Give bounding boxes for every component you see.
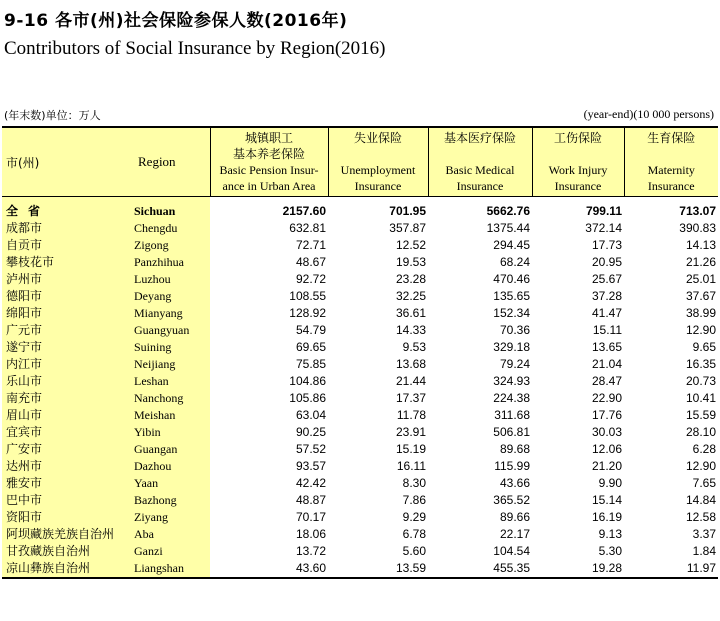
table-row — [2, 526, 718, 543]
cell-city-cn: 泸州市 — [2, 271, 134, 288]
cell-city-cn: 巴中市 — [2, 492, 134, 509]
cell-pension: 90.25 — [295, 425, 326, 439]
cell-region-en: Mianyang — [134, 305, 210, 322]
cell-city-cn: 德阳市 — [2, 288, 134, 305]
cell-region-en: Leshan — [134, 373, 210, 390]
cell-medical: 43.66 — [499, 476, 530, 490]
cell-region-en: Neijiang — [134, 356, 210, 373]
cell-maternity: 1.84 — [692, 544, 716, 558]
table-row — [2, 220, 718, 237]
table-row — [2, 424, 718, 441]
header-maternity — [624, 127, 718, 197]
cell-region-en: Yaan — [134, 475, 210, 492]
cell-maternity: 15.59 — [685, 408, 716, 422]
cell-region-en: Guangyuan — [134, 322, 210, 339]
cell-unemployment: 19.53 — [395, 255, 426, 269]
table-header-row — [2, 127, 718, 197]
table-row — [2, 254, 718, 271]
table-row — [2, 197, 718, 221]
cell-pension: 48.67 — [295, 255, 326, 269]
table-row — [2, 441, 718, 458]
cell-injury: 799.11 — [585, 204, 622, 218]
cell-injury: 17.73 — [591, 238, 622, 252]
cell-medical: 104.54 — [493, 544, 530, 558]
header-injury-en-1: Work Injury — [548, 163, 608, 177]
cell-region-en: Deyang — [134, 288, 210, 305]
header-region: Region — [134, 127, 210, 197]
cell-maternity: 12.58 — [685, 510, 716, 524]
table-row — [2, 305, 718, 322]
table-row — [2, 509, 718, 526]
cell-city-cn: 遂宁市 — [2, 339, 134, 356]
cell-injury: 372.14 — [585, 221, 622, 235]
header-pension — [210, 127, 328, 197]
cell-region-en: Aba — [134, 526, 210, 543]
cell-injury: 30.03 — [591, 425, 622, 439]
cell-medical: 329.18 — [493, 340, 530, 354]
cell-maternity: 14.84 — [685, 493, 716, 507]
cell-region-en: Meishan — [134, 407, 210, 424]
cell-city-cn: 达州市 — [2, 458, 134, 475]
cell-medical: 455.35 — [428, 560, 532, 578]
cell-unemployment: 5.60 — [402, 544, 426, 558]
cell-pension: 54.79 — [295, 323, 326, 337]
cell-medical: 365.52 — [493, 493, 530, 507]
cell-unemployment: 32.25 — [395, 289, 426, 303]
cell-city-cn: 广安市 — [2, 441, 134, 458]
cell-city-cn: 甘孜藏族自治州 — [2, 543, 134, 560]
cell-injury: 16.19 — [591, 510, 622, 524]
cell-maternity: 21.26 — [685, 255, 716, 269]
table-row — [2, 271, 718, 288]
cell-maternity: 6.28 — [692, 442, 716, 456]
cell-region-en: Ziyang — [134, 509, 210, 526]
cell-maternity: 28.10 — [685, 425, 716, 439]
cell-city-cn: 乐山市 — [2, 373, 134, 390]
cell-region-en: Luzhou — [134, 271, 210, 288]
cell-region-en: Panzhihua — [134, 254, 210, 271]
header-pension-en-1: Basic Pension Insur- — [219, 163, 319, 177]
cell-region-en: Zigong — [134, 237, 210, 254]
cell-pension: 105.86 — [289, 391, 326, 405]
cell-pension: 2157.60 — [282, 204, 326, 218]
cell-city-cn: 资阳市 — [2, 509, 134, 526]
cell-unemployment: 23.28 — [395, 272, 426, 286]
table-row — [2, 543, 718, 560]
header-pension-cn-2: 基本养老保险 — [232, 147, 305, 161]
cell-medical: 152.34 — [493, 306, 530, 320]
cell-pension: 69.65 — [295, 340, 326, 354]
cell-injury: 22.90 — [591, 391, 622, 405]
cell-medical: 68.24 — [499, 255, 530, 269]
cell-maternity: 713.07 — [679, 204, 716, 218]
header-maternity-en-2: Insurance — [647, 179, 695, 193]
table-row — [2, 288, 718, 305]
cell-unemployment: 11.78 — [396, 408, 426, 422]
cell-unemployment: 8.30 — [402, 476, 426, 490]
table-row — [2, 322, 718, 339]
cell-maternity: 20.73 — [685, 374, 716, 388]
cell-pension: 72.71 — [295, 238, 326, 252]
cell-maternity: 12.90 — [685, 459, 716, 473]
header-city: 市(州) — [2, 127, 134, 197]
cell-pension: 57.52 — [295, 442, 326, 456]
cell-maternity: 25.01 — [685, 272, 716, 286]
header-injury-cn: 工伤保险 — [553, 131, 602, 145]
cell-city-cn: 广元市 — [2, 322, 134, 339]
cell-region-en: Suining — [134, 339, 210, 356]
cell-injury: 41.47 — [591, 306, 622, 320]
cell-injury: 21.04 — [591, 357, 622, 371]
cell-region-en: Bazhong — [134, 492, 210, 509]
header-unemployment-cn: 失业保险 — [353, 131, 402, 145]
cell-city-cn: 攀枝花市 — [2, 254, 134, 271]
cell-city-cn: 自贡市 — [2, 237, 134, 254]
cell-region-en: Chengdu — [134, 220, 210, 237]
cell-pension: 70.17 — [295, 510, 326, 524]
header-medical-en-1: Basic Medical — [445, 163, 515, 177]
cell-region-en: Guangan — [134, 441, 210, 458]
cell-medical: 294.45 — [493, 238, 530, 252]
cell-unemployment: 13.68 — [395, 357, 426, 371]
cell-city-cn: 宜宾市 — [2, 424, 134, 441]
cell-injury: 9.90 — [598, 476, 622, 490]
unit-note-cn: (年末数)单位：万人 — [4, 109, 101, 122]
cell-unemployment: 12.52 — [395, 238, 426, 252]
cell-region-en: Ganzi — [134, 543, 210, 560]
cell-unemployment: 15.19 — [395, 442, 426, 456]
cell-region-en: Yibin — [134, 424, 210, 441]
cell-maternity: 3.37 — [692, 527, 716, 541]
table-row — [2, 475, 718, 492]
cell-maternity: 7.65 — [692, 476, 716, 490]
cell-unemployment: 701.95 — [389, 204, 426, 218]
header-maternity-en-1: Maternity — [647, 163, 695, 177]
header-pension-cn-1: 城镇职工 — [244, 131, 293, 145]
header-injury — [532, 127, 624, 197]
cell-injury: 37.28 — [591, 289, 622, 303]
cell-pension: 43.60 — [210, 560, 328, 578]
table-row — [2, 237, 718, 254]
cell-maternity: 38.99 — [685, 306, 716, 320]
cell-injury: 25.67 — [591, 272, 622, 286]
cell-unemployment: 9.53 — [402, 340, 426, 354]
cell-pension: 13.72 — [295, 544, 326, 558]
unit-note-en: (year-end)(10 000 persons) — [583, 107, 714, 121]
cell-pension: 48.87 — [295, 493, 326, 507]
cell-region-en: Nanchong — [134, 390, 210, 407]
table-row — [2, 458, 718, 475]
cell-pension: 63.04 — [295, 408, 326, 422]
cell-region-en: Dazhou — [134, 458, 210, 475]
table-row — [2, 560, 718, 578]
cell-city-cn: 全省 — [2, 197, 134, 221]
cell-pension: 92.72 — [295, 272, 326, 286]
cell-medical: 70.36 — [499, 323, 530, 337]
cell-city-cn: 南充市 — [2, 390, 134, 407]
cell-maternity: 37.67 — [685, 289, 716, 303]
cell-unemployment: 17.37 — [395, 391, 426, 405]
insurance-table — [2, 126, 718, 579]
table-row — [2, 390, 718, 407]
cell-city-cn: 绵阳市 — [2, 305, 134, 322]
cell-medical: 311.68 — [494, 408, 530, 422]
cell-injury: 15.11 — [592, 323, 622, 337]
cell-city-cn: 雅安市 — [2, 475, 134, 492]
cell-pension: 18.06 — [295, 527, 326, 541]
cell-injury: 21.20 — [591, 459, 622, 473]
cell-unemployment: 21.44 — [395, 374, 426, 388]
cell-medical: 135.65 — [493, 289, 530, 303]
cell-medical: 115.99 — [494, 459, 530, 473]
cell-medical: 22.17 — [499, 527, 530, 541]
cell-maternity: 10.41 — [685, 391, 716, 405]
page-title-en: Contributors of Social Insurance by Region(2016) — [4, 38, 386, 59]
cell-maternity: 11.97 — [624, 560, 718, 578]
cell-medical: 1375.44 — [486, 221, 530, 235]
cell-injury: 28.47 — [591, 374, 622, 388]
cell-unemployment: 14.33 — [395, 323, 426, 337]
cell-medical: 324.93 — [493, 374, 530, 388]
header-medical — [428, 127, 532, 197]
cell-injury: 12.06 — [591, 442, 622, 456]
cell-maternity: 390.83 — [679, 221, 716, 235]
cell-city-cn: 成都市 — [2, 220, 134, 237]
cell-medical: 89.68 — [499, 442, 530, 456]
header-injury-en-2: Insurance — [554, 179, 602, 193]
table-row — [2, 492, 718, 509]
cell-injury: 17.76 — [591, 408, 622, 422]
header-unemployment-en-2: Insurance — [354, 179, 402, 193]
cell-maternity: 14.13 — [685, 238, 716, 252]
header-pension-en-2: ance in Urban Area — [222, 179, 316, 193]
cell-pension: 128.92 — [289, 306, 326, 320]
cell-city-cn: 阿坝藏族羌族自治州 — [2, 526, 134, 543]
cell-medical: 89.66 — [499, 510, 530, 524]
cell-pension: 75.85 — [295, 357, 326, 371]
cell-medical: 224.38 — [493, 391, 530, 405]
cell-pension: 93.57 — [295, 459, 326, 473]
table-row — [2, 373, 718, 390]
header-unemployment — [328, 127, 428, 197]
cell-medical: 470.46 — [493, 272, 530, 286]
page-title-cn: 9-16 各市(州)社会保险参保人数(2016年) — [4, 11, 348, 31]
cell-injury: 20.95 — [591, 255, 622, 269]
cell-region-en: Liangshan — [134, 560, 210, 578]
table-row — [2, 339, 718, 356]
cell-pension: 42.42 — [295, 476, 326, 490]
cell-unemployment: 16.11 — [396, 459, 426, 473]
cell-injury: 15.14 — [591, 493, 622, 507]
cell-injury: 19.28 — [532, 560, 624, 578]
cell-pension: 632.81 — [289, 221, 326, 235]
cell-city-cn: 内江市 — [2, 356, 134, 373]
cell-medical: 506.81 — [493, 425, 530, 439]
cell-unemployment: 9.29 — [402, 510, 426, 524]
table-row — [2, 356, 718, 373]
cell-unemployment: 357.87 — [389, 221, 426, 235]
cell-unemployment: 36.61 — [395, 306, 426, 320]
header-medical-en-2: Insurance — [456, 179, 504, 193]
cell-city-cn: 眉山市 — [2, 407, 134, 424]
header-maternity-cn: 生育保险 — [647, 131, 696, 145]
cell-medical: 79.24 — [499, 357, 530, 371]
table-body — [2, 197, 718, 579]
cell-pension: 108.55 — [289, 289, 326, 303]
header-medical-cn: 基本医疗保险 — [443, 131, 516, 145]
cell-medical: 5662.76 — [486, 204, 530, 218]
cell-region-en: Sichuan — [134, 197, 210, 221]
cell-unemployment: 7.86 — [402, 493, 426, 507]
cell-injury: 9.13 — [598, 527, 622, 541]
cell-injury: 5.30 — [598, 544, 622, 558]
cell-unemployment: 6.78 — [402, 527, 426, 541]
header-unemployment-en-1: Unemployment — [340, 163, 416, 177]
cell-pension: 104.86 — [289, 374, 326, 388]
cell-maternity: 16.35 — [685, 357, 716, 371]
cell-unemployment: 23.91 — [395, 425, 426, 439]
table-row — [2, 407, 718, 424]
cell-unemployment: 13.59 — [328, 560, 428, 578]
cell-injury: 13.65 — [591, 340, 622, 354]
cell-maternity: 9.65 — [692, 340, 716, 354]
cell-maternity: 12.90 — [685, 323, 716, 337]
cell-city-cn: 凉山彝族自治州 — [2, 560, 134, 578]
